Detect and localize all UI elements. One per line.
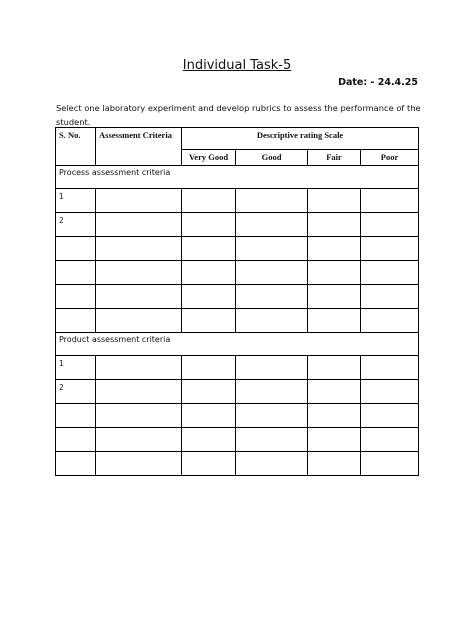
table-cell [236,285,308,309]
table-cell [96,285,182,309]
table-cell [96,404,182,428]
section-row [56,333,419,356]
row-number: 2 [56,380,96,404]
table-cell [182,285,236,309]
row-number: 2 [56,213,96,237]
table-cell [236,380,308,404]
table-cell [236,237,308,261]
table-row [56,356,419,380]
table-row [56,213,419,237]
header-good: Good [236,150,308,166]
table-cell [308,237,361,261]
header-assessment-criteria: Assessment Criteria [96,128,182,166]
table-cell [308,213,361,237]
table-cell [236,428,308,452]
table-cell [361,380,419,404]
table-cell [182,237,236,261]
instruction-text: Select one laboratory experiment and develop rubrics to assess the performance of the student. [56,103,421,127]
table-cell [96,428,182,452]
table-cell [182,356,236,380]
section-label: Product assessment criteria [56,333,419,356]
row-number [56,309,96,333]
table-row [56,452,419,476]
table-cell [182,404,236,428]
table-cell [308,309,361,333]
section-label: Process assessment criteria [56,166,419,189]
header-sno: S. No. [56,128,96,166]
table-cell [308,428,361,452]
section-row [56,166,419,189]
table-cell [236,356,308,380]
table-cell [236,309,308,333]
table-cell [361,356,419,380]
row-number [56,452,96,476]
table-cell [308,285,361,309]
date-label: Date: - 24.4.25 [338,77,418,88]
row-number [56,237,96,261]
table-cell [182,189,236,213]
table-cell [96,189,182,213]
table-row [56,309,419,333]
table-cell [308,356,361,380]
table-cell [361,309,419,333]
row-number [56,261,96,285]
table-cell [236,213,308,237]
table-cell [96,213,182,237]
header-fair: Fair [308,150,361,166]
table-cell [361,237,419,261]
table-cell [361,452,419,476]
document-title: Individual Task-5 [182,58,292,73]
header-poor: Poor [361,150,419,166]
rubric-body [56,166,419,476]
table-cell [308,452,361,476]
table-cell [361,428,419,452]
table-cell [308,380,361,404]
table-cell [236,261,308,285]
row-number [56,285,96,309]
table-row [56,428,419,452]
table-cell [236,189,308,213]
table-cell [308,189,361,213]
table-cell [182,261,236,285]
table-cell [182,452,236,476]
table-cell [308,404,361,428]
header-rating-scale: Descriptive rating Scale [182,128,419,150]
table-cell [182,380,236,404]
row-number: 1 [56,189,96,213]
table-cell [96,380,182,404]
table-cell [96,237,182,261]
table-cell [308,261,361,285]
table-cell [182,309,236,333]
table-row [56,189,419,213]
table-cell [96,452,182,476]
table-cell [96,356,182,380]
table-row [56,285,419,309]
row-number [56,428,96,452]
row-number [56,404,96,428]
table-cell [182,428,236,452]
table-cell [236,404,308,428]
rubric-table [55,127,419,476]
table-cell [361,189,419,213]
table-cell [96,309,182,333]
table-row [56,404,419,428]
table-cell [361,285,419,309]
table-cell [361,213,419,237]
row-number: 1 [56,356,96,380]
header-very-good: Very Good [182,150,236,166]
table-row [56,380,419,404]
table-cell [182,213,236,237]
table-row [56,261,419,285]
table-cell [361,404,419,428]
table-cell [96,261,182,285]
table-row [56,237,419,261]
table-cell [236,452,308,476]
table-cell [361,261,419,285]
